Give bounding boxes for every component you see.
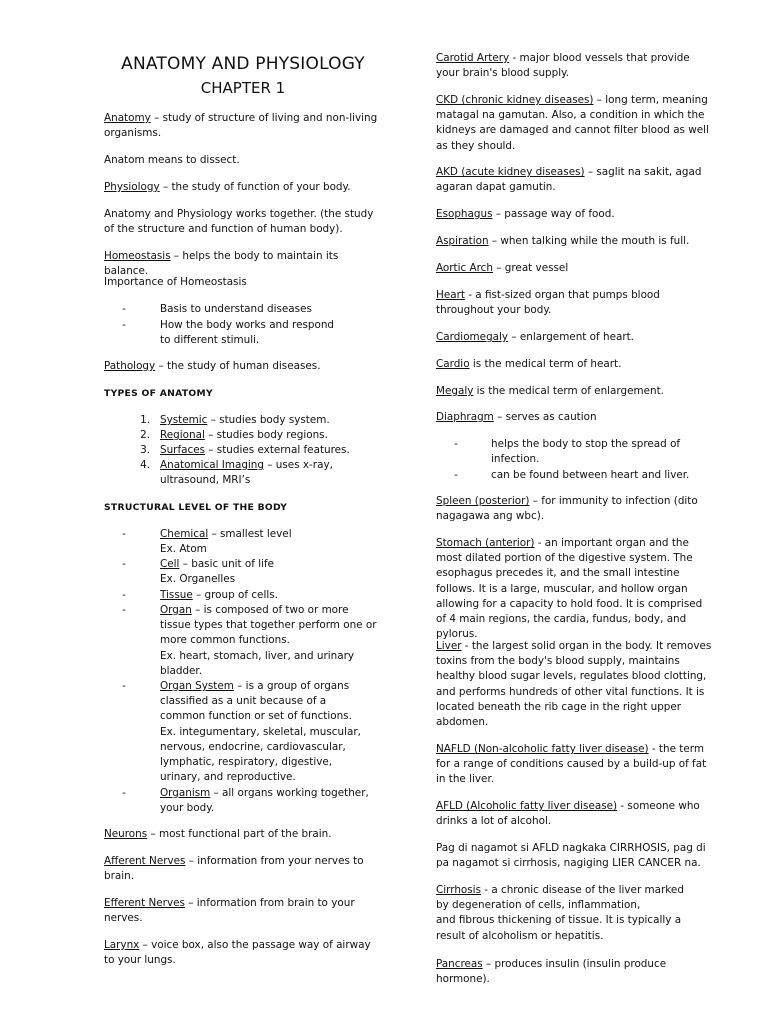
liver-term: Liver (436, 640, 462, 652)
afld-tagalog-note: Pag di nagamot si AFLD nagkaka CIRRHOSIS, pag di pa nagamot si cirrhosis, nagiging LIER CANCER na. (436, 842, 706, 870)
esophagus-term: Esophagus (436, 208, 493, 220)
megaly-definition: Megaly is the medical term of enlargement. (436, 385, 664, 397)
larynx-definition: Larynx – voice box, also the passage way of airway to your lungs. (104, 939, 371, 967)
spleen-term: Spleen (posterior) (436, 495, 530, 507)
anatomy-definition: Anatomy – study of structure of living and non-living organisms. (104, 112, 378, 140)
afld-term: AFLD (Alcoholic fatty liver disease) (436, 800, 618, 812)
bullet-dash: - (122, 589, 126, 601)
pathology-definition: Pathology – the study of human diseases. (104, 360, 321, 372)
document-title: ANATOMY AND PHYSIOLOGY (121, 54, 365, 74)
cardio-definition: Cardio is the medical term of heart. (436, 358, 622, 370)
diaphragm-term: Diaphragm (436, 411, 494, 423)
afferent-definition: Afferent Nerves – information from your nerves to brain. (104, 855, 364, 883)
structural-heading: STRUCTURAL LEVEL OF THE BODY (104, 502, 288, 513)
pathology-term: Pathology (104, 360, 156, 372)
bullet-dash: - (122, 604, 126, 616)
heart-term: Heart (436, 289, 465, 301)
physiology-definition: Physiology – the study of function of your body. (104, 181, 351, 193)
stomach-term: Stomach (anterior) (436, 537, 535, 549)
efferent-term: Efferent Nerves (104, 897, 185, 909)
akd-term: AKD (acute kidney diseases) (436, 166, 585, 178)
stomach-definition: Stomach (anterior) - an important organ and the most dilated portion of the digestive system. The esophagus precedes it, and the small intestine follows. It is a large, muscular, and hollow organ allowing for a capacity to hold food. It is comprised of 4 main regions, the cardia, fundus, body, and pylorus. (436, 537, 703, 641)
aspiration-term: Aspiration (436, 235, 489, 247)
pancreas-definition: Pancreas – produces insulin (insulin produce hormone). (436, 958, 667, 986)
importance-heading: Importance of Homeostasis (104, 276, 247, 288)
liver-definition: Liver - the largest solid organ in the body. It removes toxins from the body's blood supply, maintains healthy blood sugar levels, regulates blood clotting, and performs hundreds of other vital functions. It is located beneath the rib cage in the right upper abdomen. (436, 640, 712, 729)
carotid-definition: Carotid Artery - major blood vessels that provide your brain's blood supply. (436, 52, 690, 80)
chapter-heading: CHAPTER 1 (200, 79, 286, 97)
aortic-definition: Aortic Arch – great vessel (436, 262, 569, 274)
bullet-dash: - (122, 528, 126, 540)
types-heading: TYPES OF ANATOMY (104, 388, 213, 399)
homeostasis-term: Homeostasis (104, 250, 171, 262)
cirrhosis-term: Cirrhosis (436, 884, 481, 896)
neurons-definition: Neurons – most functional part of the brain. (104, 828, 332, 840)
cardiomegaly-term: Cardiomegaly (436, 331, 509, 343)
ckd-definition: CKD (chronic kidney diseases) – long term, meaning matagal na gamutan. Also, a condition in which the kidneys are damaged and cannot filter blood as well as they should. (436, 94, 709, 152)
diaphragm-definition: Diaphragm – serves as caution (436, 411, 597, 423)
aortic-term: Aortic Arch (436, 262, 493, 274)
bullet-dash: - (454, 438, 458, 450)
nafld-definition: NAFLD (Non-alcoholic fatty liver disease) - the term for a range of conditions caused by a build-up of fat in the liver. (436, 743, 707, 786)
homeostasis-definition: Homeostasis – helps the body to maintain its balance. (104, 250, 339, 278)
bullet-dash: - (122, 558, 126, 570)
neurons-term: Neurons (104, 828, 148, 840)
cardiomegaly-definition: Cardiomegaly – enlargement of heart. (436, 331, 634, 343)
document-page: ANATOMY AND PHYSIOLOGY CHAPTER 1 Anatomy – study of structure of living and non-living organisms. Anatom means to dissect. Physiology – the study of function of your body. Anatomy and Physiology works together. (the study of the structure and function of human body). Homeostasis – helps the body to maintain its balance. Importance of Homeostasis - Basis to understand diseases - How the body works and respond to different stimuli. Pathology – the study of human diseases. TYPES OF ANATOMY 1. Systemic – studies body system. 2. Regional – studies body regions. 3. Surfaces – studies external features. 4. Anatomical Imaging – uses x-ray, ultrasound, MRI’s STRUCTURAL LEVEL OF THE BODY - Chemical – smallest level Ex. Atom - Cell – basic unit of life Ex. Organelles - Tissue – group of cells. - Organ – is composed of two or more tissue types that together perform one or more common functions. Ex. heart, stomach, liver, and urinary bladder. - Organ System – is a group of organs classified as a unit because of a common function or set of functions. Ex. integumentary, skeletal, muscular, nervous, endocrine, cardiovascular, lymphatic, respiratory, digestive, urinary, and reproductive. - Organism – all organs working together, your body. Neurons – most functional part of the brain. Afferent Nerves – information from your nerves to brain. Efferent Nerves – information from brain to your nerves. Larynx – voice box, also the passage way of airway to your lungs. Carotid Artery - major blood vessels that provide your brain's blood supply. CKD (chronic kidney diseases) – long term, meaning matagal na gamutan. Also, a condition in which the kidneys are damaged and cannot filter blood as well as they should. AKD (acute kidney diseases) – saglit na sakit, agad agaran dapat gamutin. Esophagus – passage way of food. Aspiration – when talking while the mouth is full. Aortic Arch – great vessel Heart - a fist-sized organ that pumps blood throughout your body. Cardiomegaly – enlargement of heart. Cardio is the medical term of heart. Megaly is the medical term of enlargement. Diaphragm – serves as caution - helps the body to stop the spread of infection. - can be found between heart and liver. Spleen (posterior) – for immunity to infection (dito nagagawa ang wbc). Stomach (anterior) - an important organ and the most dilated portion of the digestive system. The esophagus precedes it, and the small intestine follows. It is a large, muscular, and hollow organ allowing for a capacity to hold food. It is comprised of 4 main regions, the cardia, fundus, body, and pylorus. Liver - the largest solid organ in the body. It removes toxins from the body's blood supply, maintains healthy blood sugar levels, regulates blood clotting, and performs hundreds of other vital functions. It is located beneath the rib cage in the right upper abdomen. NAFLD (Non-alcoholic fatty liver disease) - the term for a range of conditions caused by a build-up of fat in the liver. AFLD (Alcoholic fatty liver disease) - someone who drinks a lot of alcohol. Pag di nagamot si AFLD nagkaka CIRRHOSIS, pag di pa nagamot si cirrhosis, nagiging LIER CANCER na. Cirrhosis - a chronic disease of the liver marked by degeneration of cells, inflammation, and fibrous thickening of tissue. It is typically a result of alcoholism or hepatitis. Pancreas – produces insulin (insulin produce hormone). (0, 0, 768, 1024)
afferent-term: Afferent Nerves (104, 855, 186, 867)
akd-definition: AKD (acute kidney diseases) – saglit na sakit, agad agaran dapat gamutin. (436, 166, 702, 194)
efferent-definition: Efferent Nerves – information from brain to your nerves. (104, 897, 355, 925)
cirrhosis-definition: Cirrhosis - a chronic disease of the liver marked by degeneration of cells, inflammation, and fibrous thickening of tissue. It is typically a result of alcoholism or hepatitis. (436, 884, 684, 942)
bullet-dash: - (122, 787, 126, 799)
pancreas-term: Pancreas (436, 958, 483, 970)
ckd-term: CKD (chronic kidney diseases) (436, 94, 594, 106)
bullet-dash: - (122, 680, 126, 692)
anatom-means-text: Anatom means to dissect. (104, 154, 240, 166)
anatomy-term: Anatomy (104, 112, 151, 124)
anatomy-physiology-together: Anatomy and Physiology works together. (the study of the structure and function of human body). (104, 208, 374, 236)
esophagus-definition: Esophagus – passage way of food. (436, 208, 615, 220)
physiology-term: Physiology (104, 181, 160, 193)
carotid-term: Carotid Artery (436, 52, 510, 64)
afld-definition: AFLD (Alcoholic fatty liver disease) - someone who drinks a lot of alcohol. (436, 800, 700, 828)
cardio-term: Cardio (436, 358, 470, 370)
larynx-term: Larynx (104, 939, 140, 951)
heart-definition: Heart - a fist-sized organ that pumps blood throughout your body. (436, 289, 660, 317)
bullet-dash: - (454, 469, 458, 481)
aspiration-definition: Aspiration – when talking while the mouth is full. (436, 235, 690, 247)
nafld-term: NAFLD (Non-alcoholic fatty liver disease) (436, 743, 649, 755)
megaly-term: Megaly (436, 385, 474, 397)
spleen-definition: Spleen (posterior) – for immunity to infection (dito nagagawa ang wbc). (436, 495, 698, 523)
bullet-dash: - (122, 319, 126, 331)
bullet-dash: - (122, 303, 126, 315)
